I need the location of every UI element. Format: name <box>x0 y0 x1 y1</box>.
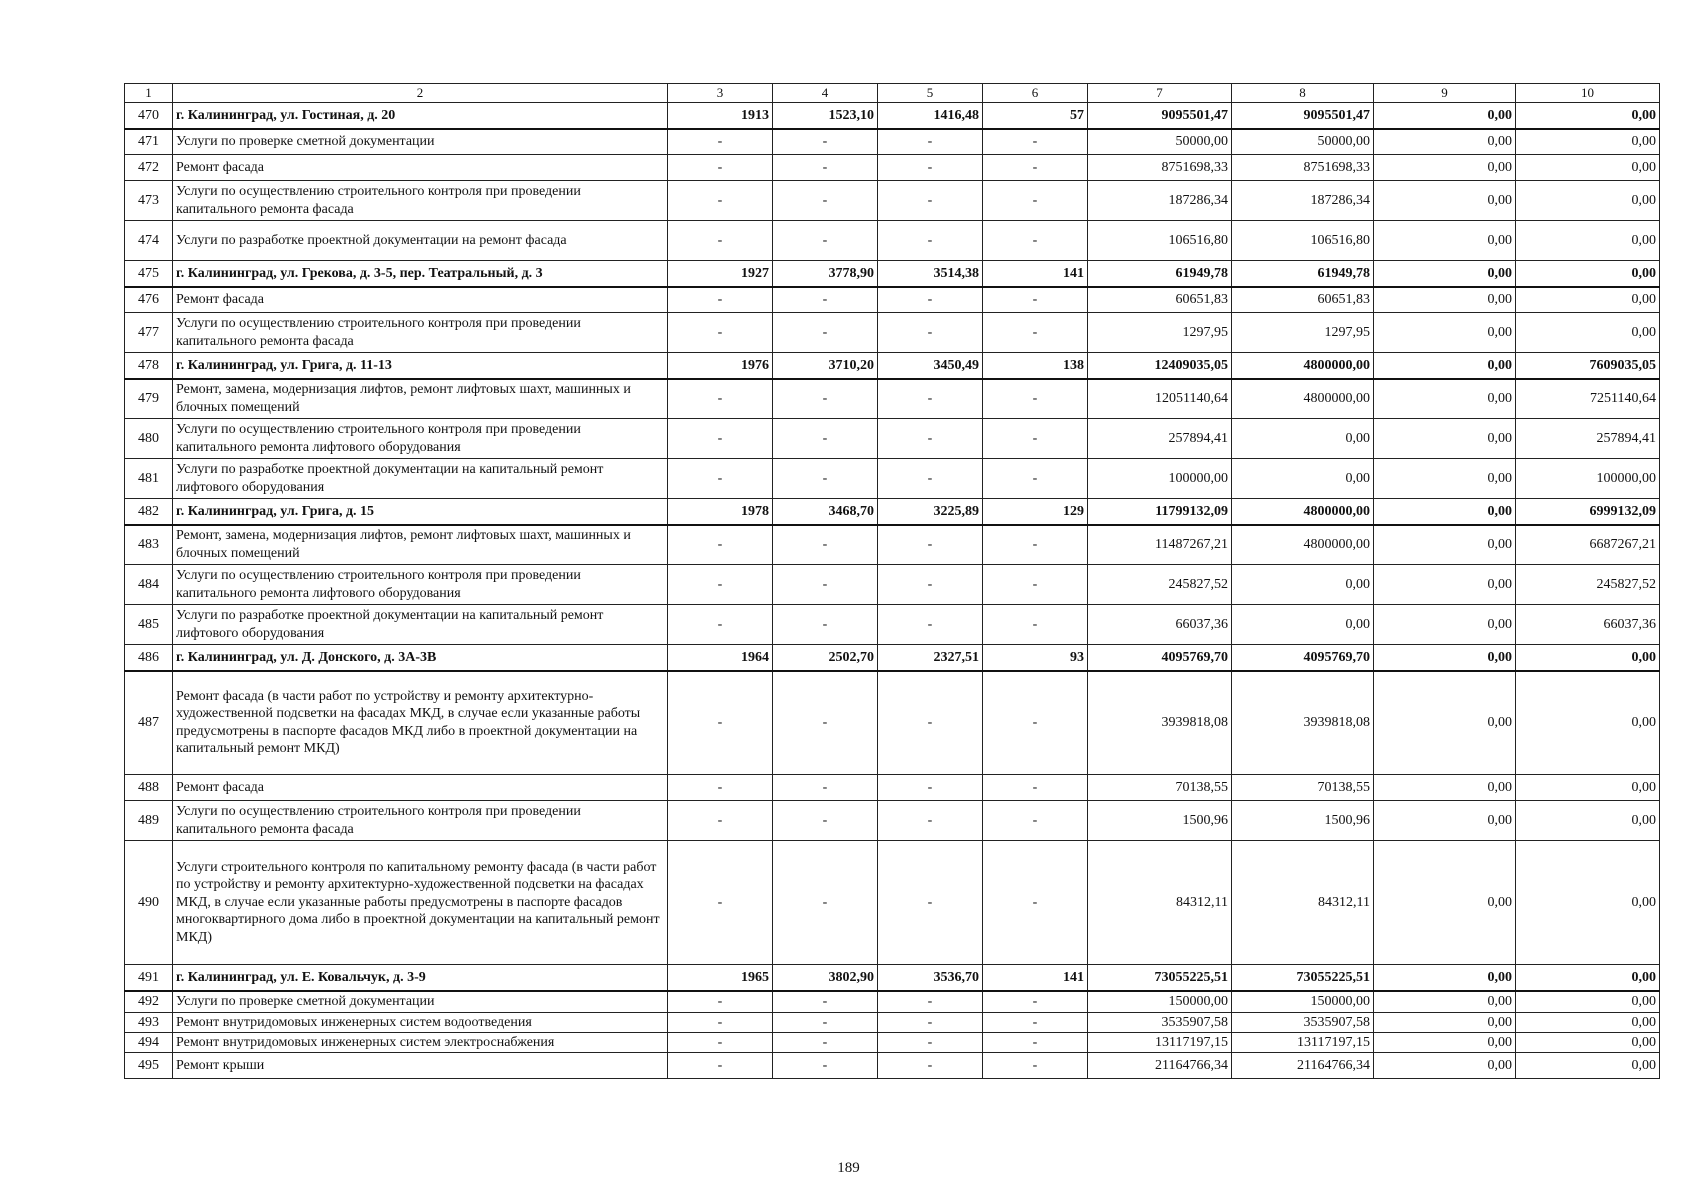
row-number-cell: 483 <box>125 525 173 565</box>
row-number-cell: 472 <box>125 155 173 181</box>
page-number: 189 <box>837 1160 860 1176</box>
residents-cell: - <box>983 841 1088 965</box>
area-total-cell: - <box>773 1013 878 1033</box>
area-total-cell: - <box>773 565 878 605</box>
year-cell: - <box>668 525 773 565</box>
residents-cell: 129 <box>983 499 1088 525</box>
year-cell: - <box>668 671 773 775</box>
description-cell: г. Калининград, ул. Грекова, д. 3-5, пер. Театральный, д. 3 <box>173 261 668 287</box>
address-row <box>125 353 1660 379</box>
cost-budget-cell: 0,00 <box>1374 775 1516 801</box>
area-total-cell: - <box>773 775 878 801</box>
area-living-cell: - <box>878 991 983 1013</box>
row-number-cell: 489 <box>125 801 173 841</box>
work-item-row <box>125 129 1660 155</box>
area-living-cell: - <box>878 419 983 459</box>
row-number-cell: 490 <box>125 841 173 965</box>
cost-budget-cell: 0,00 <box>1374 103 1516 129</box>
area-total-cell: 3802,90 <box>773 965 878 991</box>
column-header: 10 <box>1516 84 1660 103</box>
cost-total-cell: 8751698,33 <box>1088 155 1232 181</box>
area-living-cell: 3225,89 <box>878 499 983 525</box>
year-cell: - <box>668 287 773 313</box>
area-living-cell: - <box>878 605 983 645</box>
area-total-cell: - <box>773 991 878 1013</box>
description-cell: Услуги по осуществлению строительного контроля при проведении капитального ремонта фасада <box>173 801 668 841</box>
cost-owners-cell: 0,00 <box>1516 313 1660 353</box>
area-total-cell: - <box>773 1053 878 1079</box>
cost-fund-cell: 3535907,58 <box>1232 1013 1374 1033</box>
cost-budget-cell: 0,00 <box>1374 261 1516 287</box>
year-cell: - <box>668 313 773 353</box>
work-item-row <box>125 1053 1660 1079</box>
description-cell: Услуги по проверке сметной документации <box>173 129 668 155</box>
cost-fund-cell: 3939818,08 <box>1232 671 1374 775</box>
cost-fund-cell: 1297,95 <box>1232 313 1374 353</box>
area-total-cell: 1523,10 <box>773 103 878 129</box>
description-cell: Ремонт фасада <box>173 287 668 313</box>
area-total-cell: - <box>773 419 878 459</box>
year-cell: 1978 <box>668 499 773 525</box>
column-header: 8 <box>1232 84 1374 103</box>
year-cell: - <box>668 1013 773 1033</box>
work-item-row <box>125 459 1660 499</box>
cost-owners-cell: 0,00 <box>1516 965 1660 991</box>
description-cell: Ремонт фасада (в части работ по устройству и ремонту архитектурно-художественной подсветки на фасадах МКД, в случае если указанные работы предусмотрены в паспорте фасадов МКД либо в проектной документации на капитальный ремонт МКД) <box>173 671 668 775</box>
residents-cell: - <box>983 775 1088 801</box>
cost-fund-cell: 61949,78 <box>1232 261 1374 287</box>
description-cell: г. Калининград, ул. Гостиная, д. 20 <box>173 103 668 129</box>
cost-fund-cell: 4095769,70 <box>1232 645 1374 671</box>
cost-owners-cell: 0,00 <box>1516 1033 1660 1053</box>
row-number-cell: 471 <box>125 129 173 155</box>
area-living-cell: - <box>878 671 983 775</box>
description-cell: г. Калининград, ул. Грига, д. 11-13 <box>173 353 668 379</box>
residents-cell: - <box>983 155 1088 181</box>
year-cell: - <box>668 129 773 155</box>
area-total-cell: - <box>773 525 878 565</box>
cost-budget-cell: 0,00 <box>1374 287 1516 313</box>
area-living-cell: - <box>878 525 983 565</box>
area-total-cell: - <box>773 459 878 499</box>
cost-budget-cell: 0,00 <box>1374 1033 1516 1053</box>
cost-total-cell: 13117197,15 <box>1088 1033 1232 1053</box>
year-cell: - <box>668 801 773 841</box>
cost-total-cell: 11487267,21 <box>1088 525 1232 565</box>
residents-cell: 138 <box>983 353 1088 379</box>
row-number-cell: 477 <box>125 313 173 353</box>
work-item-row <box>125 1033 1660 1053</box>
area-total-cell: - <box>773 841 878 965</box>
cost-fund-cell: 13117197,15 <box>1232 1033 1374 1053</box>
cost-total-cell: 1297,95 <box>1088 313 1232 353</box>
cost-budget-cell: 0,00 <box>1374 671 1516 775</box>
area-living-cell: 2327,51 <box>878 645 983 671</box>
year-cell: - <box>668 565 773 605</box>
residents-cell: - <box>983 129 1088 155</box>
area-total-cell: 3710,20 <box>773 353 878 379</box>
row-number-cell: 495 <box>125 1053 173 1079</box>
year-cell: - <box>668 605 773 645</box>
cost-total-cell: 1500,96 <box>1088 801 1232 841</box>
residents-cell: - <box>983 565 1088 605</box>
cost-owners-cell: 0,00 <box>1516 841 1660 965</box>
cost-total-cell: 12409035,05 <box>1088 353 1232 379</box>
residents-cell: - <box>983 605 1088 645</box>
work-item-row <box>125 379 1660 419</box>
residents-cell: - <box>983 991 1088 1013</box>
area-living-cell: 3536,70 <box>878 965 983 991</box>
area-living-cell: - <box>878 181 983 221</box>
cost-budget-cell: 0,00 <box>1374 499 1516 525</box>
year-cell: 1965 <box>668 965 773 991</box>
cost-total-cell: 12051140,64 <box>1088 379 1232 419</box>
cost-total-cell: 4095769,70 <box>1088 645 1232 671</box>
row-number-cell: 482 <box>125 499 173 525</box>
description-cell: Ремонт фасада <box>173 775 668 801</box>
area-total-cell: 2502,70 <box>773 645 878 671</box>
row-number-cell: 476 <box>125 287 173 313</box>
residents-cell: - <box>983 1013 1088 1033</box>
cost-owners-cell: 0,00 <box>1516 671 1660 775</box>
cost-fund-cell: 84312,11 <box>1232 841 1374 965</box>
cost-owners-cell: 6687267,21 <box>1516 525 1660 565</box>
cost-total-cell: 257894,41 <box>1088 419 1232 459</box>
area-living-cell: - <box>878 129 983 155</box>
description-cell: Услуги по проверке сметной документации <box>173 991 668 1013</box>
cost-fund-cell: 1500,96 <box>1232 801 1374 841</box>
residents-cell: 93 <box>983 645 1088 671</box>
cost-owners-cell: 257894,41 <box>1516 419 1660 459</box>
address-row <box>125 103 1660 129</box>
cost-owners-cell: 0,00 <box>1516 155 1660 181</box>
address-row <box>125 965 1660 991</box>
row-number-cell: 479 <box>125 379 173 419</box>
cost-budget-cell: 0,00 <box>1374 313 1516 353</box>
cost-fund-cell: 0,00 <box>1232 459 1374 499</box>
area-living-cell: - <box>878 313 983 353</box>
year-cell: - <box>668 155 773 181</box>
cost-budget-cell: 0,00 <box>1374 841 1516 965</box>
row-number-cell: 494 <box>125 1033 173 1053</box>
cost-budget-cell: 0,00 <box>1374 1053 1516 1079</box>
area-total-cell: - <box>773 287 878 313</box>
cost-fund-cell: 9095501,47 <box>1232 103 1374 129</box>
residents-cell: - <box>983 525 1088 565</box>
residents-cell: - <box>983 221 1088 261</box>
description-cell: Ремонт, замена, модернизация лифтов, ремонт лифтовых шахт, машинных и блочных помещений <box>173 525 668 565</box>
column-header: 4 <box>773 84 878 103</box>
residents-cell: 141 <box>983 261 1088 287</box>
area-total-cell: - <box>773 313 878 353</box>
description-cell: Услуги по осуществлению строительного контроля при проведении капитального ремонта лифтового оборудования <box>173 565 668 605</box>
area-living-cell: 3450,49 <box>878 353 983 379</box>
cost-fund-cell: 0,00 <box>1232 419 1374 459</box>
area-living-cell: - <box>878 841 983 965</box>
description-cell: Ремонт фасада <box>173 155 668 181</box>
description-cell: г. Калининград, ул. Д. Донского, д. 3А-3В <box>173 645 668 671</box>
work-item-row <box>125 221 1660 261</box>
cost-owners-cell: 0,00 <box>1516 261 1660 287</box>
description-cell: г. Калининград, ул. Грига, д. 15 <box>173 499 668 525</box>
row-number-cell: 480 <box>125 419 173 459</box>
residents-cell: - <box>983 379 1088 419</box>
residents-cell: - <box>983 801 1088 841</box>
description-cell: Услуги по разработке проектной документации на ремонт фасада <box>173 221 668 261</box>
area-living-cell: - <box>878 155 983 181</box>
cost-total-cell: 3939818,08 <box>1088 671 1232 775</box>
area-living-cell: 3514,38 <box>878 261 983 287</box>
work-item-row <box>125 155 1660 181</box>
area-total-cell: - <box>773 155 878 181</box>
column-header: 7 <box>1088 84 1232 103</box>
column-number-header-row <box>125 84 1660 103</box>
area-total-cell: - <box>773 801 878 841</box>
row-number-cell: 491 <box>125 965 173 991</box>
cost-owners-cell: 0,00 <box>1516 645 1660 671</box>
work-item-row <box>125 565 1660 605</box>
row-number-cell: 474 <box>125 221 173 261</box>
cost-fund-cell: 4800000,00 <box>1232 499 1374 525</box>
cost-total-cell: 150000,00 <box>1088 991 1232 1013</box>
row-number-cell: 488 <box>125 775 173 801</box>
cost-total-cell: 60651,83 <box>1088 287 1232 313</box>
year-cell: - <box>668 379 773 419</box>
cost-owners-cell: 0,00 <box>1516 991 1660 1013</box>
area-living-cell: - <box>878 801 983 841</box>
cost-fund-cell: 60651,83 <box>1232 287 1374 313</box>
row-number-cell: 475 <box>125 261 173 287</box>
cost-owners-cell: 0,00 <box>1516 287 1660 313</box>
description-cell: Ремонт внутридомовых инженерных систем водоотведения <box>173 1013 668 1033</box>
cost-fund-cell: 70138,55 <box>1232 775 1374 801</box>
area-total-cell: - <box>773 181 878 221</box>
cost-fund-cell: 4800000,00 <box>1232 353 1374 379</box>
year-cell: - <box>668 1053 773 1079</box>
column-header: 1 <box>125 84 173 103</box>
cost-fund-cell: 106516,80 <box>1232 221 1374 261</box>
cost-budget-cell: 0,00 <box>1374 565 1516 605</box>
work-item-row <box>125 841 1660 965</box>
description-cell: Услуги по разработке проектной документации на капитальный ремонт лифтового оборудования <box>173 459 668 499</box>
cost-owners-cell: 0,00 <box>1516 129 1660 155</box>
cost-total-cell: 106516,80 <box>1088 221 1232 261</box>
description-cell: Услуги строительного контроля по капитальному ремонту фасада (в части работ по устройству и ремонту архитектурно-художественной подсветки на фасадах МКД, в случае если указанные работы предусмотрены в паспорте фасадов многоквартирного дома либо в проектной документации на капитальный ремонт МКД) <box>173 841 668 965</box>
year-cell: - <box>668 181 773 221</box>
work-item-row <box>125 991 1660 1013</box>
description-cell: Ремонт внутридомовых инженерных систем электроснабжения <box>173 1033 668 1053</box>
row-number-cell: 492 <box>125 991 173 1013</box>
work-item-row <box>125 1013 1660 1033</box>
cost-fund-cell: 50000,00 <box>1232 129 1374 155</box>
year-cell: - <box>668 459 773 499</box>
cost-budget-cell: 0,00 <box>1374 525 1516 565</box>
column-header: 2 <box>173 84 668 103</box>
cost-owners-cell: 0,00 <box>1516 1013 1660 1033</box>
description-cell: Услуги по осуществлению строительного контроля при проведении капитального ремонта фасада <box>173 181 668 221</box>
cost-total-cell: 187286,34 <box>1088 181 1232 221</box>
cost-budget-cell: 0,00 <box>1374 645 1516 671</box>
cost-fund-cell: 187286,34 <box>1232 181 1374 221</box>
area-total-cell: 3778,90 <box>773 261 878 287</box>
cost-total-cell: 3535907,58 <box>1088 1013 1232 1033</box>
row-number-cell: 486 <box>125 645 173 671</box>
column-header: 6 <box>983 84 1088 103</box>
work-item-row <box>125 313 1660 353</box>
cost-owners-cell: 6999132,09 <box>1516 499 1660 525</box>
description-cell: Ремонт, замена, модернизация лифтов, ремонт лифтовых шахт, машинных и блочных помещений <box>173 379 668 419</box>
row-number-cell: 493 <box>125 1013 173 1033</box>
area-living-cell: - <box>878 379 983 419</box>
area-living-cell: - <box>878 287 983 313</box>
cost-total-cell: 11799132,09 <box>1088 499 1232 525</box>
cost-total-cell: 61949,78 <box>1088 261 1232 287</box>
area-living-cell: - <box>878 1013 983 1033</box>
description-cell: г. Калининград, ул. Е. Ковальчук, д. 3-9 <box>173 965 668 991</box>
cost-owners-cell: 0,00 <box>1516 801 1660 841</box>
cost-fund-cell: 4800000,00 <box>1232 379 1374 419</box>
cost-total-cell: 100000,00 <box>1088 459 1232 499</box>
work-item-row <box>125 671 1660 775</box>
cost-budget-cell: 0,00 <box>1374 801 1516 841</box>
year-cell: - <box>668 221 773 261</box>
cost-total-cell: 70138,55 <box>1088 775 1232 801</box>
area-living-cell: - <box>878 1053 983 1079</box>
residents-cell: 141 <box>983 965 1088 991</box>
cost-fund-cell: 8751698,33 <box>1232 155 1374 181</box>
year-cell: 1976 <box>668 353 773 379</box>
residents-cell: - <box>983 287 1088 313</box>
address-row <box>125 261 1660 287</box>
cost-budget-cell: 0,00 <box>1374 991 1516 1013</box>
description-cell: Услуги по осуществлению строительного контроля при проведении капитального ремонта фасада <box>173 313 668 353</box>
cost-total-cell: 9095501,47 <box>1088 103 1232 129</box>
row-number-cell: 470 <box>125 103 173 129</box>
cost-total-cell: 66037,36 <box>1088 605 1232 645</box>
residents-cell: 57 <box>983 103 1088 129</box>
work-item-row <box>125 775 1660 801</box>
year-cell: - <box>668 775 773 801</box>
cost-owners-cell: 0,00 <box>1516 221 1660 261</box>
column-header: 5 <box>878 84 983 103</box>
cost-budget-cell: 0,00 <box>1374 459 1516 499</box>
cost-total-cell: 73055225,51 <box>1088 965 1232 991</box>
year-cell: 1964 <box>668 645 773 671</box>
work-item-row <box>125 525 1660 565</box>
cost-owners-cell: 7251140,64 <box>1516 379 1660 419</box>
cost-budget-cell: 0,00 <box>1374 353 1516 379</box>
row-number-cell: 473 <box>125 181 173 221</box>
cost-owners-cell: 100000,00 <box>1516 459 1660 499</box>
cost-budget-cell: 0,00 <box>1374 419 1516 459</box>
cost-budget-cell: 0,00 <box>1374 155 1516 181</box>
area-living-cell: - <box>878 459 983 499</box>
area-living-cell: - <box>878 565 983 605</box>
area-total-cell: - <box>773 605 878 645</box>
row-number-cell: 484 <box>125 565 173 605</box>
row-number-cell: 478 <box>125 353 173 379</box>
column-header: 3 <box>668 84 773 103</box>
cost-owners-cell: 0,00 <box>1516 1053 1660 1079</box>
cost-budget-cell: 0,00 <box>1374 1013 1516 1033</box>
cost-budget-cell: 0,00 <box>1374 181 1516 221</box>
work-item-row <box>125 181 1660 221</box>
description-cell: Ремонт крыши <box>173 1053 668 1079</box>
area-total-cell: 3468,70 <box>773 499 878 525</box>
address-row <box>125 645 1660 671</box>
cost-fund-cell: 73055225,51 <box>1232 965 1374 991</box>
area-total-cell: - <box>773 379 878 419</box>
cost-total-cell: 245827,52 <box>1088 565 1232 605</box>
residents-cell: - <box>983 313 1088 353</box>
cost-owners-cell: 66037,36 <box>1516 605 1660 645</box>
cost-fund-cell: 0,00 <box>1232 605 1374 645</box>
cost-total-cell: 21164766,34 <box>1088 1053 1232 1079</box>
area-living-cell: 1416,48 <box>878 103 983 129</box>
work-item-row <box>125 419 1660 459</box>
cost-fund-cell: 21164766,34 <box>1232 1053 1374 1079</box>
cost-owners-cell: 0,00 <box>1516 181 1660 221</box>
cost-fund-cell: 4800000,00 <box>1232 525 1374 565</box>
year-cell: - <box>668 991 773 1013</box>
cost-owners-cell: 0,00 <box>1516 103 1660 129</box>
area-living-cell: - <box>878 1033 983 1053</box>
work-item-row <box>125 605 1660 645</box>
cost-budget-cell: 0,00 <box>1374 379 1516 419</box>
work-item-row <box>125 801 1660 841</box>
year-cell: - <box>668 419 773 459</box>
cost-fund-cell: 0,00 <box>1232 565 1374 605</box>
address-row <box>125 499 1660 525</box>
area-total-cell: - <box>773 221 878 261</box>
cost-fund-cell: 150000,00 <box>1232 991 1374 1013</box>
description-cell: Услуги по разработке проектной документации на капитальный ремонт лифтового оборудования <box>173 605 668 645</box>
year-cell: - <box>668 841 773 965</box>
cost-budget-cell: 0,00 <box>1374 965 1516 991</box>
year-cell: 1927 <box>668 261 773 287</box>
cost-owners-cell: 7609035,05 <box>1516 353 1660 379</box>
description-cell: Услуги по осуществлению строительного контроля при проведении капитального ремонта лифтового оборудования <box>173 419 668 459</box>
row-number-cell: 485 <box>125 605 173 645</box>
area-living-cell: - <box>878 775 983 801</box>
cost-total-cell: 84312,11 <box>1088 841 1232 965</box>
year-cell: - <box>668 1033 773 1053</box>
column-header: 9 <box>1374 84 1516 103</box>
cost-budget-cell: 0,00 <box>1374 129 1516 155</box>
row-number-cell: 481 <box>125 459 173 499</box>
cost-owners-cell: 245827,52 <box>1516 565 1660 605</box>
residents-cell: - <box>983 419 1088 459</box>
area-total-cell: - <box>773 671 878 775</box>
residents-cell: - <box>983 181 1088 221</box>
residents-cell: - <box>983 1053 1088 1079</box>
cost-owners-cell: 0,00 <box>1516 775 1660 801</box>
residents-cell: - <box>983 671 1088 775</box>
area-total-cell: - <box>773 129 878 155</box>
cost-total-cell: 50000,00 <box>1088 129 1232 155</box>
residents-cell: - <box>983 459 1088 499</box>
cost-budget-cell: 0,00 <box>1374 221 1516 261</box>
repair-program-table <box>124 83 1660 1079</box>
area-total-cell: - <box>773 1033 878 1053</box>
area-living-cell: - <box>878 221 983 261</box>
year-cell: 1913 <box>668 103 773 129</box>
cost-budget-cell: 0,00 <box>1374 605 1516 645</box>
work-item-row <box>125 287 1660 313</box>
residents-cell: - <box>983 1033 1088 1053</box>
row-number-cell: 487 <box>125 671 173 775</box>
